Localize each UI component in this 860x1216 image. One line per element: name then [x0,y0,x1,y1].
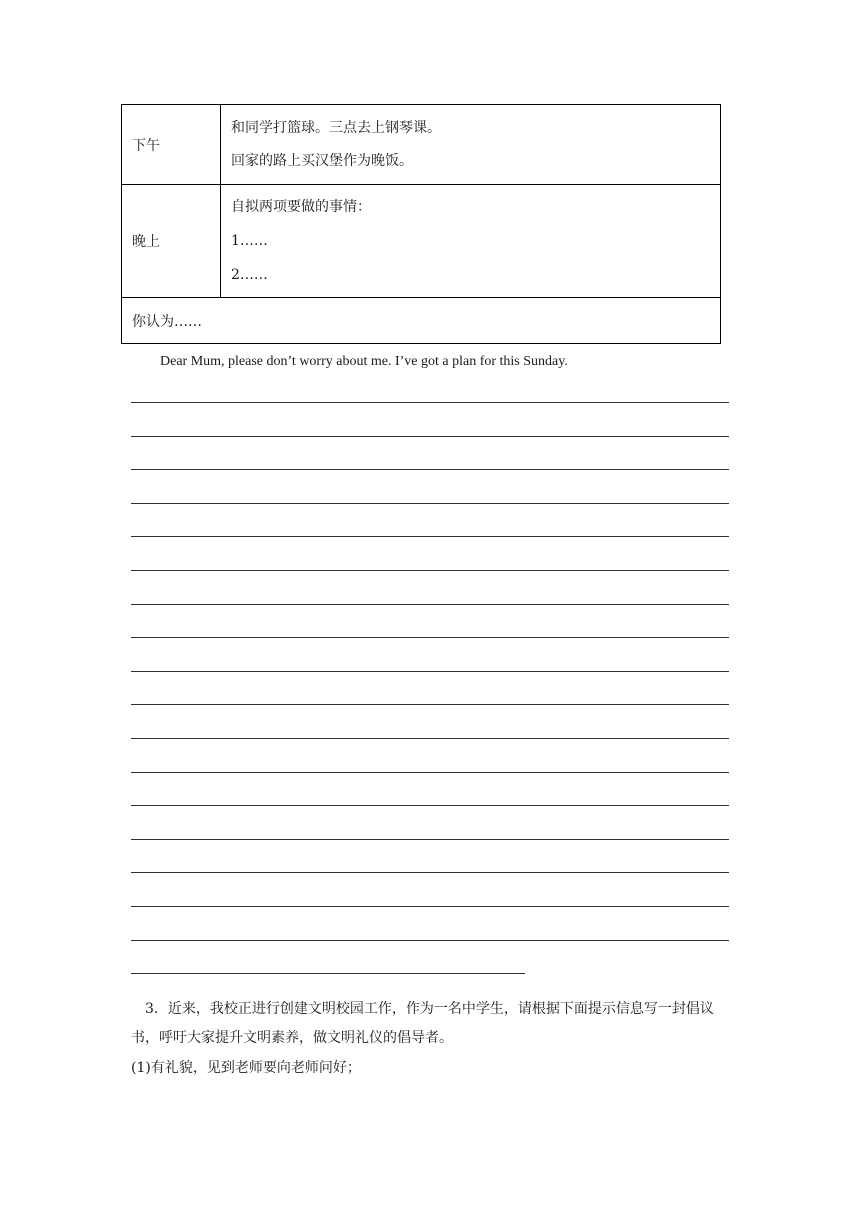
question-3-item-1: (1)有礼貌，见到老师要向老师问好； [131,1060,361,1076]
answer-line [131,906,729,907]
answer-line [131,671,729,672]
essay-opening: Dear Mum, please don’t worry about me. I’ve got a plan for this Sunday. [160,354,568,369]
evening-line-2: 1…… [231,233,268,249]
opinion-cell: 你认为…… [122,298,721,344]
evening-line-1: 自拟两项要做的事情： [231,199,371,215]
answer-line [131,570,729,571]
question-3-intro: 3．近来，我校正进行创建文明校园工作，作为一名中学生，请根据下面提示信息写一封倡议书，呼吁大家提升文明素养，做文明礼仪的倡导者。 [131,1001,714,1046]
answer-line [131,503,729,504]
answer-line [131,872,729,873]
answer-line [131,738,729,739]
time-cell-afternoon: 下午 [122,105,221,185]
answer-line [131,772,729,773]
answer-line [131,436,729,437]
afternoon-line-2: 回家的路上买汉堡作为晚饭。 [231,153,413,169]
afternoon-line-1: 和同学打篮球。三点去上钢琴课。 [231,120,441,136]
answer-line [131,402,729,403]
answer-line [131,536,729,537]
answer-line [131,604,729,605]
answer-line [131,704,729,705]
evening-line-3: 2…… [231,267,268,283]
answer-line [131,637,729,638]
answer-line [131,805,729,806]
answer-line [131,973,525,974]
answer-line [131,940,729,941]
time-cell-evening: 晚上 [122,185,221,298]
answer-line [131,469,729,470]
answer-line [131,839,729,840]
